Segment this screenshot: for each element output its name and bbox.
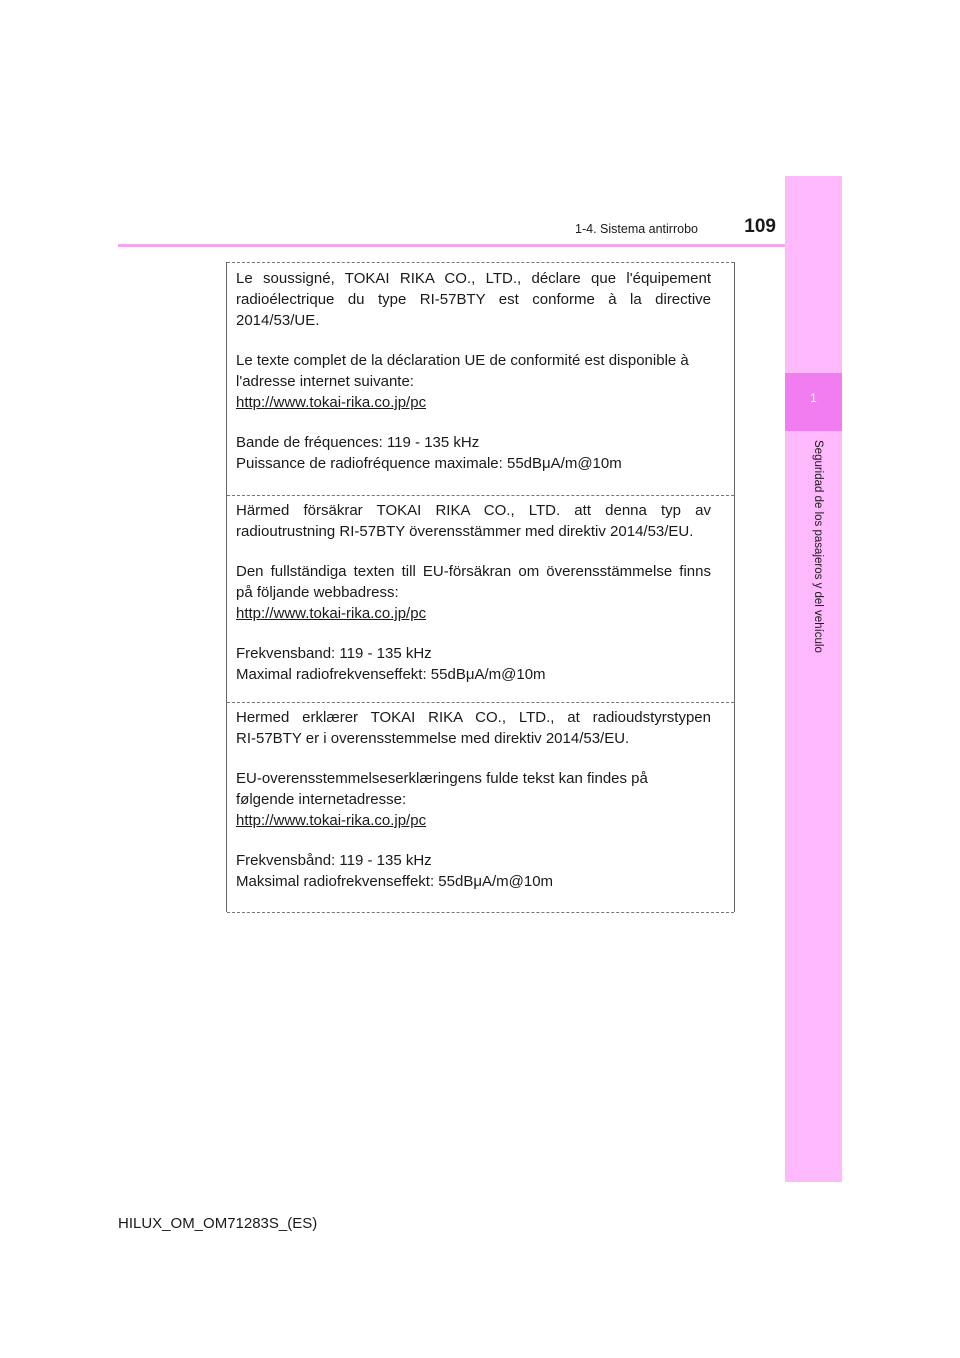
page-number: 109: [744, 216, 776, 237]
danish-intro-line1: Hermed erklærer TOKAI RIKA CO., LTD., at radioudstyrstypen: [236, 709, 711, 726]
danish-text-line2: følgende internetadresse:: [236, 791, 407, 808]
french-intro-line2: radioélectrique du type RI-57BTY est conforme à la directive: [236, 291, 711, 308]
danish-max-power: Maksimal radiofrekvenseffekt: 55dBμA/m@10m: [236, 873, 554, 890]
box-top-rule: [227, 262, 734, 263]
declaration-french: [227, 268, 734, 474]
chapter-number: 1: [810, 391, 817, 405]
section-title: 1-4. Sistema antirrobo: [575, 222, 698, 236]
chapter-label: Seguridad de los pasajeros y del vehículo: [812, 440, 824, 653]
declaration-swedish: [227, 495, 734, 685]
danish-text-line1: EU-overensstemmelseserklæringens fulde tekst kan findes på: [236, 770, 648, 787]
french-max-power: Puissance de radiofréquence maximale: 55dBμA/m@10m: [236, 455, 622, 472]
swedish-intro-line2: radioutrustning RI-57BTY överensstämmer med direktiv 2014/53/EU.: [236, 523, 694, 540]
declaration-danish: [227, 702, 734, 892]
french-text-line1: Le texte complet de la déclaration UE de conformité est disponible à: [236, 352, 689, 369]
french-intro-line3: 2014/53/UE.: [236, 312, 320, 329]
swedish-frequency-band: Frekvensband: 119 - 135 kHz: [236, 645, 432, 662]
danish-intro-line2: RI-57BTY er i overensstemmelse med direktiv 2014/53/EU.: [236, 730, 630, 747]
swedish-intro-line1: Härmed försäkrar TOKAI RIKA CO., LTD. att denna typ av: [236, 502, 711, 519]
french-intro-line1: Le soussigné, TOKAI RIKA CO., LTD., déclare que l'équipement: [236, 270, 711, 287]
french-frequency-band: Bande de fréquences: 119 - 135 kHz: [236, 434, 480, 451]
box-bottom-rule: [227, 912, 734, 913]
swedish-text-line2: på följande webbadress:: [236, 584, 399, 601]
swedish-max-power: Maximal radiofrekvenseffekt: 55dBμA/m@10m: [236, 666, 546, 683]
swedish-url-link[interactable]: http://www.tokai-rika.co.jp/pc: [236, 605, 427, 622]
danish-url-link[interactable]: http://www.tokai-rika.co.jp/pc: [236, 812, 427, 829]
danish-frequency-band: Frekvensbånd: 119 - 135 kHz: [236, 852, 432, 869]
declaration-box: [226, 262, 735, 912]
french-url-link[interactable]: http://www.tokai-rika.co.jp/pc: [236, 394, 427, 411]
document-id: HILUX_OM_OM71283S_(ES): [118, 1215, 318, 1232]
french-text-line2: l'adresse internet suivante:: [236, 373, 414, 390]
swedish-text-line1: Den fullständiga texten till EU-försäkran om överensstämmelse finns: [236, 563, 711, 580]
header-rule: [118, 244, 841, 247]
